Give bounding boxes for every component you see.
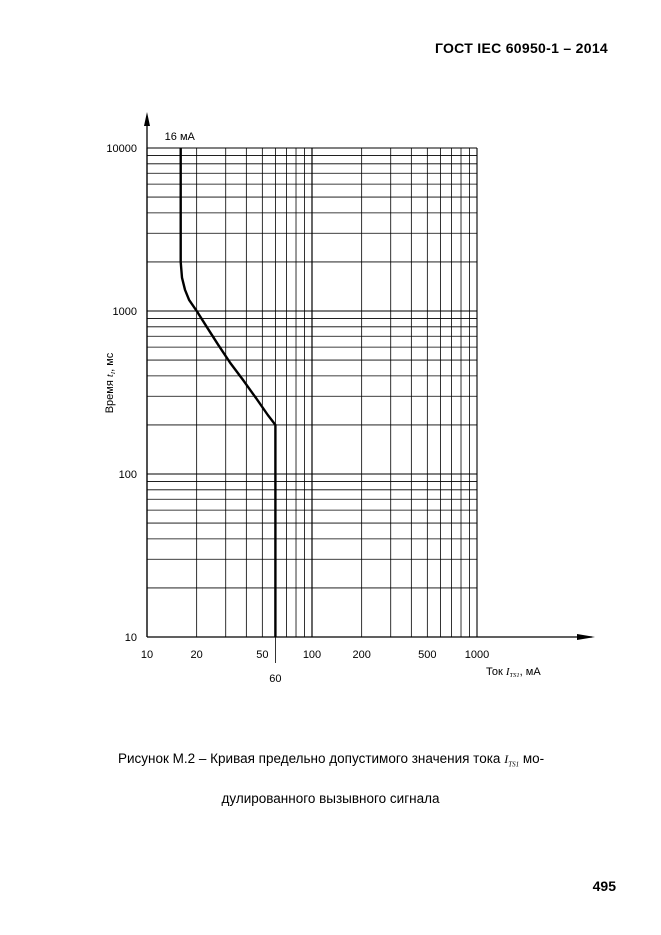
x-tick-label: 50 <box>256 649 269 661</box>
axis-label-sub: TS1 <box>509 672 520 679</box>
annotation-60: 60 <box>269 673 282 685</box>
y-tick-label: 100 <box>118 469 137 481</box>
caption-text: Рисунок М.2 – Кривая предельно допустимого значения тока <box>118 751 501 766</box>
axis-label-sub: I <box>110 371 117 375</box>
y-tick-label: 10000 <box>106 143 137 155</box>
document-header: ГОСТ IEC 60950-1 – 2014 <box>434 40 608 56</box>
x-tick-label: 20 <box>190 649 203 661</box>
axis-label-unit: , мс <box>104 352 116 372</box>
axes <box>144 112 595 663</box>
axis-label-text: Ток <box>486 666 506 678</box>
series-line <box>181 148 276 637</box>
figure-caption-line2: дулированного вызывного сигнала <box>221 791 440 806</box>
axis-label-symbol: I <box>505 666 510 678</box>
page-number: 495 <box>592 878 616 894</box>
grid <box>147 148 477 637</box>
x-tick-label: 1000 <box>464 649 490 661</box>
y-tick-label: 10 <box>124 632 137 644</box>
caption-symbol <box>504 752 520 769</box>
x-axis-arrow <box>577 634 595 640</box>
y-tick-label: 1000 <box>112 306 137 318</box>
y-axis-arrow <box>144 112 150 126</box>
y-axis-label <box>104 352 117 413</box>
caption-symbol-main: I <box>504 752 509 766</box>
x-tick-label: 500 <box>418 649 437 661</box>
axis-label-text: Время <box>104 377 116 414</box>
series-layer <box>181 148 276 637</box>
x-tick-label: 200 <box>352 649 371 661</box>
x-tick-label: 100 <box>302 649 322 661</box>
x-axis-label <box>486 666 541 679</box>
caption-text-suffix: мо- <box>522 751 545 766</box>
annotation-16ma: 16 мА <box>164 131 195 143</box>
x-tick-label: 10 <box>140 649 154 661</box>
axis-label-symbol: t <box>104 374 116 378</box>
axis-label-unit: , мА <box>519 666 541 678</box>
caption-symbol-sub: TS1 <box>508 760 520 769</box>
tick-labels <box>106 143 489 661</box>
figure-caption-line1 <box>118 751 544 768</box>
